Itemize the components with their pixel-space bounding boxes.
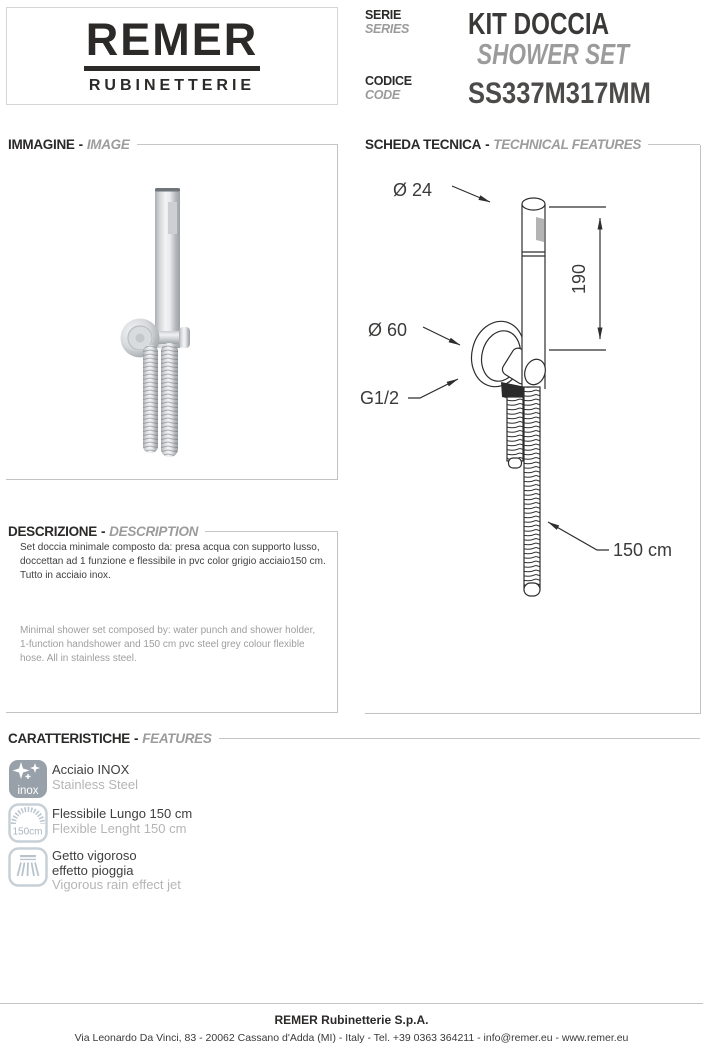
leader-thread — [408, 379, 458, 398]
section-features-header: CARATTERISTICHE - FEATURES — [8, 731, 700, 746]
header-rule — [219, 738, 700, 739]
hoses-photo — [143, 343, 178, 457]
hoses-drawing — [507, 387, 540, 596]
series-value-en: SHOWER SET — [477, 39, 630, 71]
leader-flange-diameter — [423, 327, 460, 345]
hose-length-icon — [8, 803, 48, 843]
feature-subtitle: Flexible Lenght 150 cm — [52, 820, 187, 836]
handshower-photo — [155, 188, 180, 348]
code-label-en: CODE — [365, 88, 400, 102]
feature-title: Flessibile Lungo 150 cm — [52, 806, 193, 821]
series-label-block — [365, 8, 409, 36]
hose-length-icon-label: 150cm — [12, 826, 43, 838]
feature-title: Getto vigoroso — [52, 848, 137, 863]
feature-row-hose-length — [52, 807, 192, 836]
product-photo — [6, 145, 337, 479]
footer-address: Via Leonardo Da Vinci, 83 - 20062 Cassano d'Adda (MI) - Italy - Tel. +39 0363 364211 - info@remer.eu - www.remer.eu — [74, 1032, 629, 1044]
feature-title: Acciaio INOX — [52, 762, 130, 777]
code-label-it: CODICE — [365, 74, 412, 88]
inox-icon — [8, 759, 48, 799]
series-label-en: SERIES — [365, 22, 410, 36]
label-thread: G1/2 — [360, 388, 400, 408]
label-flange-diameter: Ø 60 — [368, 320, 408, 340]
footer-divider — [0, 1003, 703, 1004]
feature-row-rain-jet — [52, 849, 181, 893]
rain-jet-icon — [8, 847, 48, 887]
label-head-diameter: Ø 24 — [393, 180, 433, 200]
label-handle-length: 190 — [569, 263, 589, 295]
feature-title-2: effetto pioggia — [52, 862, 134, 878]
brand-title: REMER — [85, 14, 259, 65]
section-image-header: IMMAGINE - IMAGE — [8, 137, 338, 152]
code-value: SS337M317MM — [468, 77, 651, 110]
leader-head-diameter — [452, 186, 490, 202]
technical-drawing — [360, 155, 700, 713]
section-technical-header: SCHEDA TECNICA - TECHNICAL FEATURES — [365, 137, 700, 152]
description-text-it: Set doccia minimale composto da: presa acqua con supporto lusso, doccettan ad 1 funzione e flessibile in pvc color grigio acciaio150 cm. Tutto in acciaio inox. — [20, 542, 326, 582]
brand-logo-box — [6, 7, 338, 105]
inox-icon-label: inox — [17, 785, 39, 797]
feature-subtitle: Stainless Steel — [52, 776, 138, 792]
leader-hose-length — [548, 522, 609, 550]
feature-row-stainless — [52, 763, 138, 792]
series-value: KIT DOCCIA — [468, 6, 610, 41]
section-description-header: DESCRIZIONE - DESCRIPTION — [8, 524, 338, 539]
label-hose-length: 150 cm — [613, 540, 673, 560]
footer-company: REMER Rubinetterie S.p.A. — [274, 1013, 429, 1027]
code-label-block — [365, 74, 412, 102]
feature-subtitle: Vigorous rain effect jet — [52, 877, 181, 892]
brand-subtitle: RUBINETTERIE — [88, 77, 256, 94]
description-text-en: Minimal shower set composed by: water punch and shower holder, 1-function handshower and 150 cm pvc steel grey colour flexible hose. All in stainless steel. — [20, 625, 316, 665]
series-label-it: SERIE — [365, 8, 402, 22]
brand-underline — [84, 66, 260, 71]
